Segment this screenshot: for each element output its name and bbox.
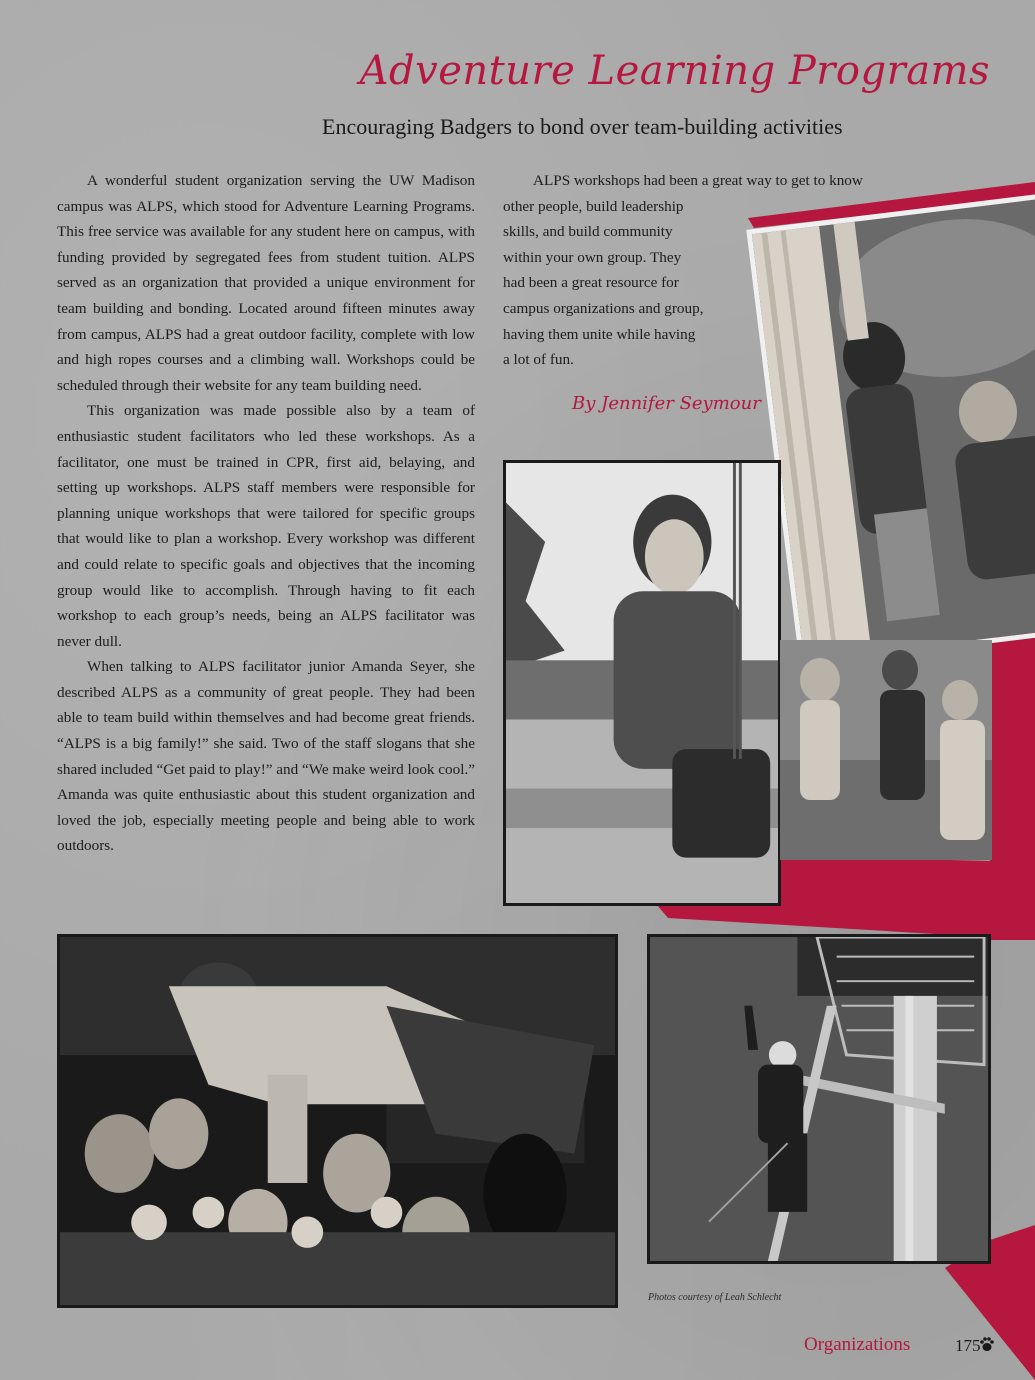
section-label: Organizations [804, 1334, 911, 1355]
photo-group-lift [57, 934, 618, 1308]
page-subtitle: Encouraging Badgers to bond over team-building activities [322, 114, 843, 139]
article-line: other people, build leadership [503, 197, 684, 215]
photo-smiling-climber [503, 460, 781, 906]
article-line: within your own group. They [503, 248, 682, 266]
page-title: Adventure Learning Programs [359, 48, 990, 94]
article-line: campus organizations and group, [503, 299, 704, 317]
article-line: a lot of fun. [503, 351, 574, 369]
article-paragraph: A wonderful student organization serving the UW Madison campus was ALPS, which stood for Adventure Learning Programs. This free service was available for any student here on campus, with funding provided by segregated fees from student tuition. ALPS served as an organization that provided a unique environment for team building and bonding. Located around fifteen minutes away from campus, ALPS had a great outdoor facility, complete with low and high ropes courses and a climbing wall. Workshops could be scheduled through their website for any team building need. [57, 172, 475, 394]
author-byline: By Jennifer Seymour [572, 393, 761, 414]
paw-icon [980, 1336, 994, 1352]
article-left-column [57, 168, 475, 859]
article-line: ALPS workshops had been a great way to get to know [533, 172, 863, 189]
photo-caption: Photos courtesy of Leah Schlecht [648, 1292, 782, 1303]
article-line: having them unite while having [503, 325, 696, 343]
article-paragraph: This organization was made possible also by a team of enthusiastic student facilitators who led these workshops. As a facilitator, one must be trained in CPR, first aid, belaying, and setting up workshops. ALPS staff members were responsible for planning unique workshops that were tailored for specific groups that would like to plan a workshop. Every workshop was different and could relate to specific goals and objectives that the incoming group would like to accomplish. Through having to fit each workshop to each group’s needs, being an ALPS facilitator was never dull. [57, 402, 475, 650]
photo-tower-climber [647, 934, 991, 1264]
photo-group-standing [780, 640, 992, 860]
article-line: had been a great resource for [503, 274, 679, 292]
article-paragraph: When talking to ALPS facilitator junior Amanda Seyer, she described ALPS as a community of great people. They had been able to team build within themselves and had become great friends. “ALPS is a big family!” she said. Two of the staff slogans that she shared included “Get paid to play!” and “We make weird look cool.” Amanda was quite enthusiastic about this student organization and loved the job, especially meeting people and being able to work outdoors. [57, 658, 475, 855]
page-number: 175 [955, 1336, 981, 1355]
article-line: skills, and build community [503, 223, 673, 241]
